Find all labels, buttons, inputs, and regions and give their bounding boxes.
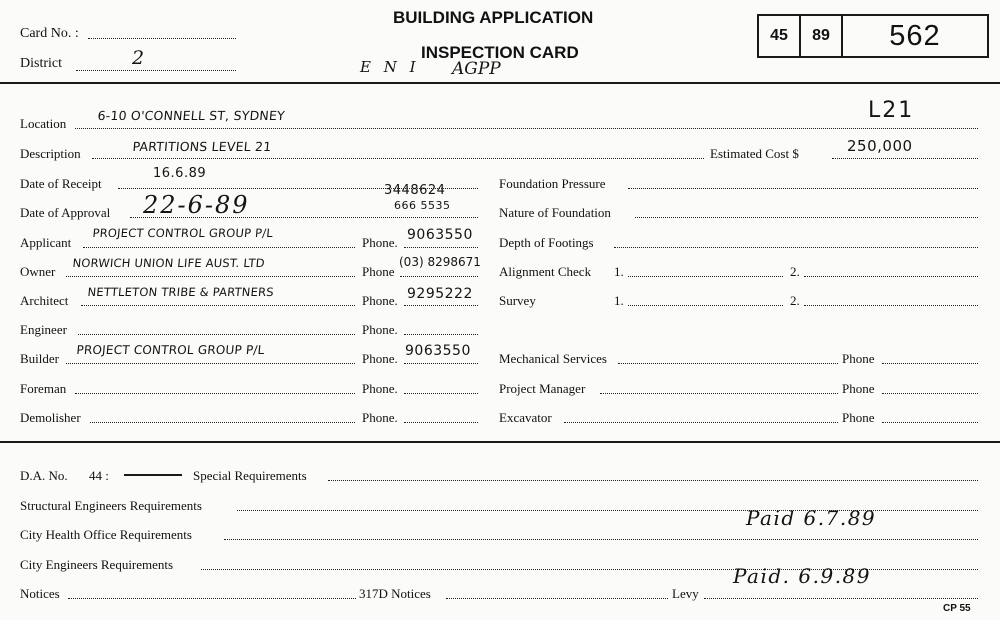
alignment-check-line-2 bbox=[804, 276, 978, 277]
applicant-label: Applicant bbox=[20, 235, 72, 250]
header-rule bbox=[0, 82, 1000, 84]
project-manager-phone-line bbox=[882, 393, 978, 394]
architect-value: NETTLETON TRIBE & PARTNERS bbox=[86, 285, 275, 299]
estimated-cost-line bbox=[832, 158, 978, 159]
excavator-line bbox=[564, 422, 838, 423]
survey-line-1 bbox=[628, 305, 783, 306]
architect-line bbox=[81, 305, 355, 306]
card-no-label: Card No. : bbox=[20, 26, 79, 41]
notices-label: Notices bbox=[20, 586, 60, 601]
section-rule bbox=[0, 441, 1000, 443]
builder-label: Builder bbox=[20, 351, 59, 366]
description-value: PARTITIONS LEVEL 21 bbox=[131, 139, 273, 154]
architect-phone-value: 9295222 bbox=[407, 286, 473, 302]
form-title-line2: INSPECTION CARD bbox=[421, 43, 579, 62]
survey-option-2: 2. bbox=[790, 293, 800, 308]
district-value: 2 bbox=[132, 47, 145, 69]
location-value: 6-10 O'CONNELL ST, SYDNEY bbox=[96, 108, 286, 123]
demolisher-label: Demolisher bbox=[20, 410, 81, 425]
number-box-b: 89 bbox=[812, 27, 830, 44]
foreman-label: Foreman bbox=[20, 381, 67, 396]
levy-label: Levy bbox=[672, 586, 699, 601]
builder-phone-line bbox=[404, 363, 478, 364]
notices-line bbox=[68, 598, 356, 599]
location-label: Location bbox=[20, 116, 67, 131]
nature-of-foundation-label: Nature of Foundation bbox=[499, 205, 611, 220]
city-health-office-line bbox=[224, 539, 978, 540]
approval-phone-note-1: 3448624 bbox=[384, 183, 446, 198]
date-of-receipt-label: Date of Receipt bbox=[20, 176, 102, 191]
approval-phone-note-2: 666 5535 bbox=[394, 199, 451, 212]
mechanical-services-label: Mechanical Services bbox=[499, 351, 607, 366]
excavator-label: Excavator bbox=[499, 410, 552, 425]
da-no-label: D.A. No. bbox=[20, 468, 68, 483]
da-no-value: 44 : bbox=[89, 468, 109, 483]
date-of-receipt-value: 16.6.89 bbox=[153, 166, 207, 181]
form-code: CP 55 bbox=[943, 603, 971, 614]
owner-line bbox=[66, 276, 355, 277]
description-label: Description bbox=[20, 146, 81, 161]
number-box-a: 45 bbox=[770, 27, 788, 44]
date-of-approval-label: Date of Approval bbox=[20, 205, 111, 220]
applicant-phone-value: 9063550 bbox=[407, 227, 473, 243]
engineer-label: Engineer bbox=[20, 322, 67, 337]
applicant-phone-line bbox=[404, 247, 478, 248]
description-line bbox=[92, 158, 704, 159]
agpp-note: AGPP bbox=[452, 59, 501, 79]
alignment-check-option-2: 2. bbox=[790, 264, 800, 279]
foundation-pressure-label: Foundation Pressure bbox=[499, 176, 606, 191]
engineer-phone-line bbox=[404, 334, 478, 335]
mechanical-services-phone-line bbox=[882, 363, 978, 364]
levy-paid-note: Paid. 6.9.89 bbox=[733, 564, 872, 588]
nature-of-foundation-line bbox=[635, 217, 978, 218]
district-line bbox=[76, 70, 236, 71]
city-engineers-label: City Engineers Requirements bbox=[20, 557, 174, 572]
estimated-cost-value: 250,000 bbox=[847, 137, 913, 155]
special-requirements-label: Special Requirements bbox=[193, 468, 307, 483]
special-requirements-line bbox=[328, 480, 978, 481]
levy-line bbox=[704, 598, 978, 599]
applicant-phone-label: Phone. bbox=[362, 235, 398, 250]
form-title-line1: BUILDING APPLICATION bbox=[393, 8, 594, 27]
survey-label: Survey bbox=[499, 293, 536, 308]
notices-317d-line bbox=[446, 598, 668, 599]
stamp-note: E N I bbox=[360, 58, 420, 76]
da-no-dash bbox=[124, 474, 182, 476]
city-health-office-label: City Health Office Requirements bbox=[20, 527, 192, 542]
owner-value: NORWICH UNION LIFE AUST. LTD bbox=[71, 256, 266, 270]
foreman-phone-label: Phone. bbox=[362, 381, 398, 396]
owner-phone-line bbox=[400, 276, 478, 277]
project-manager-label: Project Manager bbox=[499, 381, 586, 396]
excavator-phone-line bbox=[882, 422, 978, 423]
card-no-line bbox=[88, 38, 236, 39]
architect-phone-line bbox=[404, 305, 478, 306]
demolisher-line bbox=[90, 422, 355, 423]
project-manager-line bbox=[600, 393, 838, 394]
foundation-pressure-line bbox=[628, 188, 978, 189]
depth-of-footings-label: Depth of Footings bbox=[499, 235, 594, 250]
survey-line-2 bbox=[804, 305, 978, 306]
level-note: L21 bbox=[868, 98, 915, 123]
location-line bbox=[75, 128, 978, 129]
mechanical-services-phone-label: Phone bbox=[842, 351, 875, 366]
builder-line bbox=[66, 363, 355, 364]
foreman-line bbox=[75, 393, 355, 394]
builder-phone-label: Phone. bbox=[362, 351, 398, 366]
number-box-main: 562 bbox=[889, 19, 941, 52]
applicant-line bbox=[83, 247, 355, 248]
architect-label: Architect bbox=[20, 293, 69, 308]
notices-317d-label: 317D Notices bbox=[359, 586, 431, 601]
foreman-phone-line bbox=[404, 393, 478, 394]
survey-option-1: 1. bbox=[614, 293, 624, 308]
alignment-check-line-1 bbox=[628, 276, 783, 277]
project-manager-phone-label: Phone bbox=[842, 381, 875, 396]
depth-of-footings-line bbox=[614, 247, 978, 248]
engineer-phone-label: Phone. bbox=[362, 322, 398, 337]
alignment-check-option-1: 1. bbox=[614, 264, 624, 279]
demolisher-phone-label: Phone. bbox=[362, 410, 398, 425]
alignment-check-label: Alignment Check bbox=[499, 264, 592, 279]
demolisher-phone-line bbox=[404, 422, 478, 423]
structural-engineers-label: Structural Engineers Requirements bbox=[20, 498, 202, 513]
owner-label: Owner bbox=[20, 264, 56, 279]
estimated-cost-label: Estimated Cost $ bbox=[710, 146, 799, 161]
architect-phone-label: Phone. bbox=[362, 293, 398, 308]
engineer-line bbox=[78, 334, 355, 335]
builder-value: PROJECT CONTROL GROUP P/L bbox=[75, 343, 266, 357]
applicant-value: PROJECT CONTROL GROUP P/L bbox=[91, 226, 274, 240]
date-of-approval-value: 22-6-89 bbox=[143, 191, 250, 219]
mechanical-services-line bbox=[618, 363, 838, 364]
owner-phone-label: Phone bbox=[362, 264, 395, 279]
application-number-box bbox=[757, 14, 989, 58]
owner-phone-value: (03) 8298671 bbox=[399, 255, 481, 269]
excavator-phone-label: Phone bbox=[842, 410, 875, 425]
district-label: District bbox=[20, 56, 62, 71]
city-health-paid-note: Paid 6.7.89 bbox=[746, 506, 877, 530]
builder-phone-value: 9063550 bbox=[405, 343, 471, 359]
